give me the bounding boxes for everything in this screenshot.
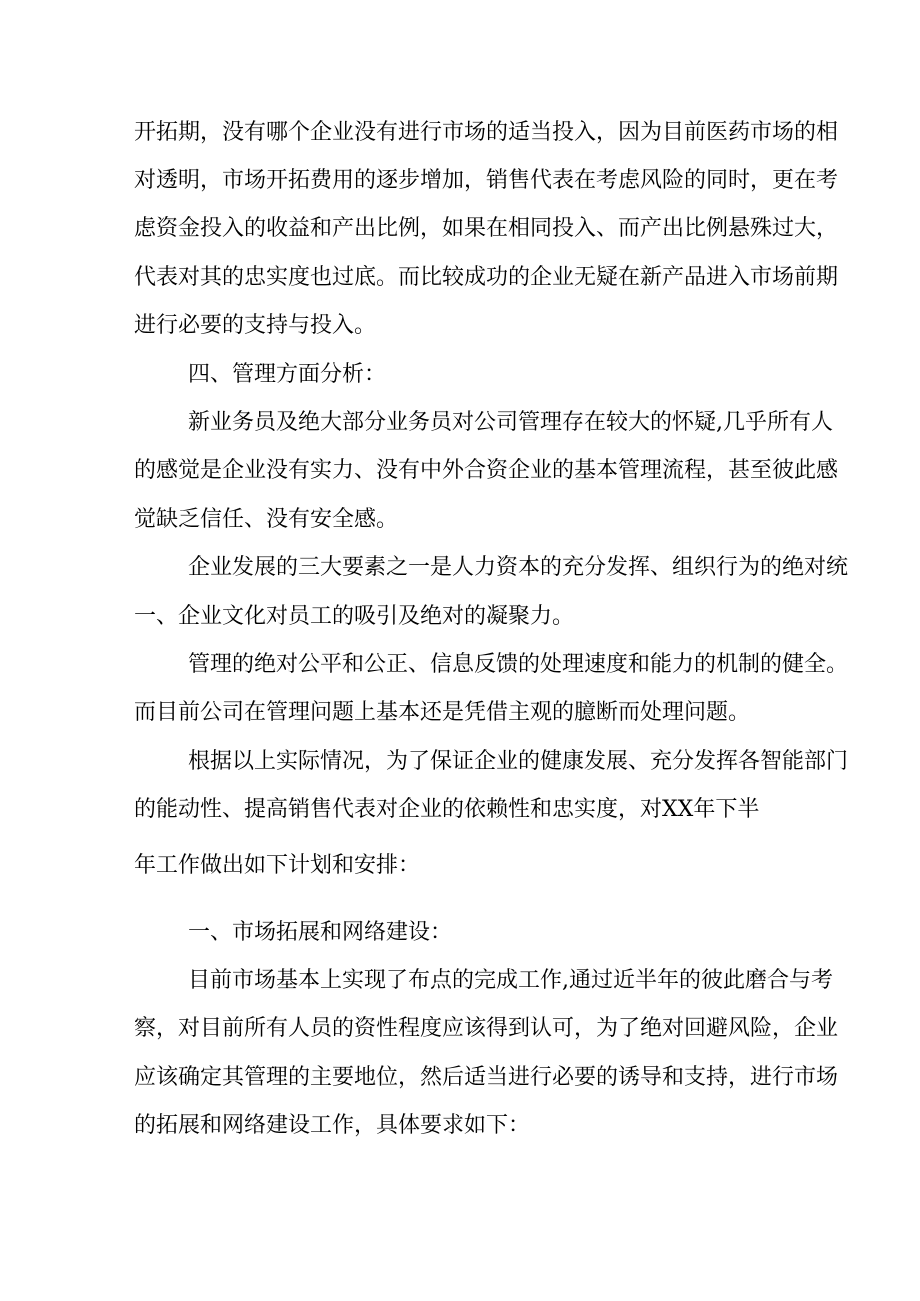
paragraph-line: 管理的绝对公平和公正、信息反馈的处理速度和能力的机制的健全。 [188, 652, 849, 677]
section-heading: 四、管理方面分析： [188, 362, 387, 387]
paragraph-line: 对透明，市场开拓费用的逐步增加，销售代表在考虑风险的同时，更在考 [134, 168, 839, 193]
paragraph-line: 根据以上实际情况，为了保证企业的健康发展、充分发挥各智能部门 [188, 749, 849, 774]
paragraph-line: 进行必要的支持与投入。 [134, 313, 377, 338]
paragraph-line: 企业发展的三大要素之一是人力资本的充分发挥、组织行为的绝对统 [188, 555, 849, 580]
paragraph-line: 目前市场基本上实现了布点的完成工作,通过近半年的彼此磨合与考 [188, 968, 833, 993]
paragraph-line: 觉缺乏信任、没有安全感。 [134, 507, 399, 532]
section-heading: 一、市场拓展和网络建设： [188, 920, 453, 945]
paragraph-line: 一、企业文化对员工的吸引及绝对的凝聚力。 [134, 604, 575, 629]
paragraph-line: 年工作做出如下计划和安排： [134, 853, 421, 878]
paragraph-line: 的感觉是企业没有实力、没有中外合资企业的基本管理流程，甚至彼此感 [134, 458, 839, 483]
paragraph-line: 的能动性、提高销售代表对企业的依赖性和忠实度，对XX年下半 [134, 797, 760, 822]
paragraph-line: 开拓期，没有哪个企业没有进行市场的适当投入，因为目前医药市场的相 [134, 120, 839, 145]
paragraph-line: 察，对目前所有人员的资性程度应该得到认可，为了绝对回避风险，企业 [134, 1016, 839, 1041]
paragraph-line: 而目前公司在管理问题上基本还是凭借主观的臆断而处理问题。 [134, 700, 751, 725]
paragraph-line: 应该确定其管理的主要地位，然后适当进行必要的诱导和支持，进行市场 [134, 1065, 839, 1090]
paragraph-line: 虑资金投入的收益和产出比例，如果在相同投入、而产出比例悬殊过大， [134, 216, 839, 241]
paragraph-line: 的拓展和网络建设工作，具体要求如下： [134, 1113, 531, 1138]
paragraph-line: 新业务员及绝大部分业务员对公司管理存在较大的怀疑,几乎所有人 [188, 410, 833, 435]
paragraph-line: 代表对其的忠实度也过底。而比较成功的企业无疑在新产品进入市场前期 [134, 265, 839, 290]
